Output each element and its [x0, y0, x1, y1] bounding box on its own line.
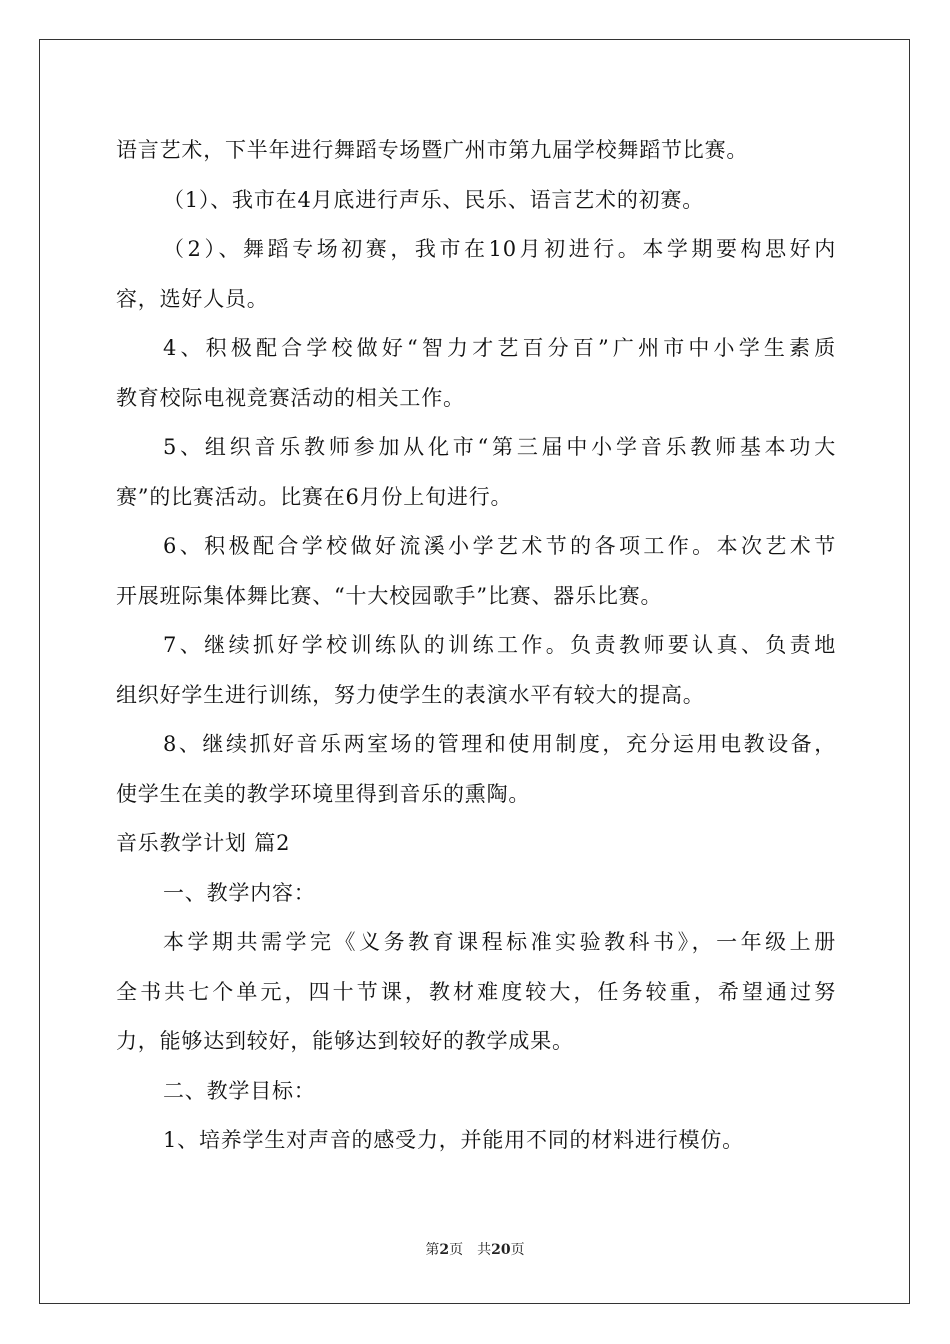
text-line: 力，能够达到较好，能够达到较好的教学成果。: [116, 1029, 574, 1053]
footer-page-prefix: 第: [425, 1242, 440, 1258]
text-line: 二、教学目标：: [163, 1078, 316, 1103]
text-line: 4、积极配合学校做好“智力才艺百分百”广州市中小学生素质: [163, 336, 836, 360]
text-line: 开展班际集体舞比赛、“十大校园歌手”比赛、器乐比赛。: [116, 583, 663, 608]
text-line: 6、积极配合学校做好流溪小学艺术节的各项工作。本次艺术节: [163, 534, 836, 558]
text-line: 使学生在美的教学环境里得到音乐的熏陶。: [116, 781, 531, 806]
text-line: 音乐教学计划 篇2: [116, 831, 291, 855]
footer-total-prefix: 共: [477, 1242, 492, 1258]
text-line: （1）、我市在4月底进行声乐、民乐、语言艺术的初赛。: [163, 187, 705, 212]
text-line: 语言艺术，下半年进行舞蹈专场暨广州市第九届学校舞蹈节比赛。: [116, 138, 749, 162]
footer-total-number: 20: [491, 1242, 511, 1258]
text-line: 组织好学生进行训练，努力使学生的表演水平有较大的提高。: [116, 682, 705, 707]
text-line: 8、继续抓好音乐两室场的管理和使用制度，充分运用电教设备，: [163, 732, 836, 756]
text-line: 7、继续抓好学校训练队的训练工作。负责教师要认真、负责地: [163, 633, 836, 657]
footer-total-suffix: 页: [510, 1242, 525, 1258]
text-line: 本学期共需学完《义务教育课程标准实验教科书》，一年级上册: [163, 930, 836, 954]
text-line: 赛”的比赛活动。比赛在6月份上旬进行。: [116, 484, 513, 509]
page-footer: [0, 1240, 950, 1260]
footer-page-number: 2: [439, 1242, 450, 1258]
footer-page-suffix: 页: [449, 1242, 464, 1258]
text-line: 5、组织音乐教师参加从化市“第三届中小学音乐教师基本功大: [163, 435, 836, 459]
text-line: （2）、舞蹈专场初赛，我市在10月初进行。本学期要构思好内: [163, 237, 836, 261]
text-line: 1、培养学生对声音的感受力，并能用不同的材料进行模仿。: [163, 1128, 744, 1152]
document-body: [116, 126, 836, 1166]
text-line: 容，选好人员。: [116, 286, 269, 311]
text-line: 全书共七个单元，四十节课，教材难度较大，任务较重，希望通过努: [116, 979, 836, 1004]
text-line: 教育校际电视竞赛活动的相关工作。: [116, 385, 465, 410]
text-line: 一、教学内容：: [163, 880, 316, 905]
